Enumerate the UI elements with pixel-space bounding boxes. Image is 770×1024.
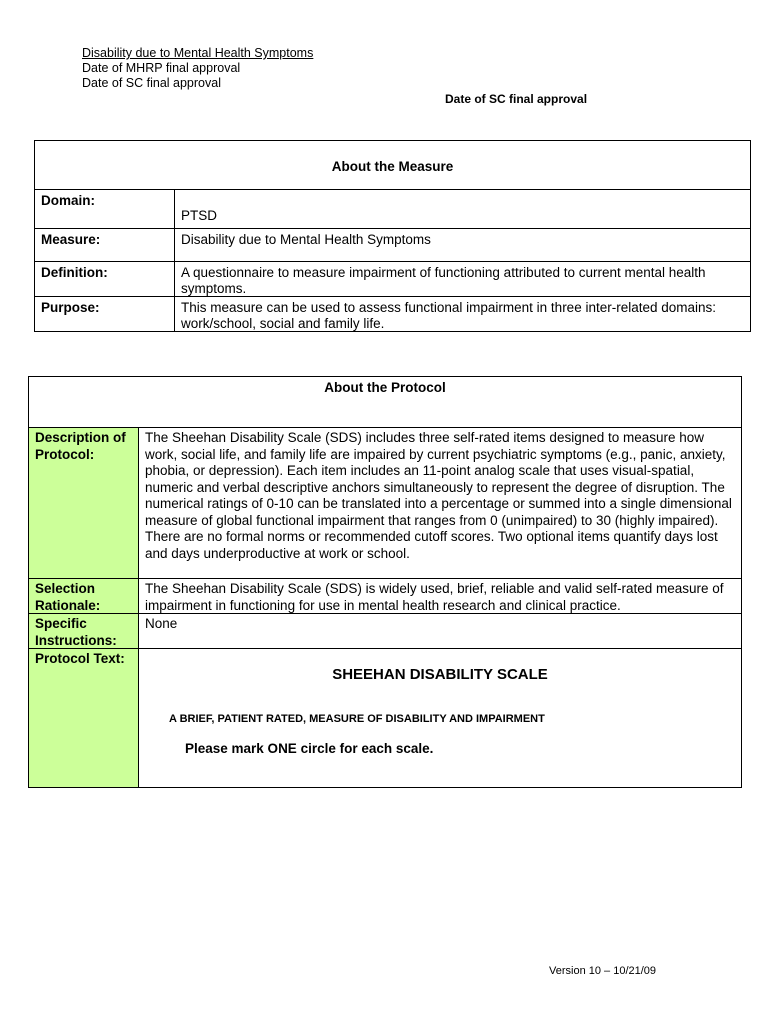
purpose-label: Purpose: <box>35 297 175 331</box>
header-sc-approval-bold: Date of SC final approval <box>445 92 588 106</box>
about-protocol-table <box>28 376 742 788</box>
sds-instruction: Please mark ONE circle for each scale. <box>185 741 434 756</box>
protocol-row-description <box>29 428 741 579</box>
about-protocol-header <box>29 377 741 428</box>
about-measure-table <box>34 140 751 332</box>
protocol-text-content <box>139 649 741 787</box>
measure-row-purpose <box>35 297 750 331</box>
measure-row-domain <box>35 190 750 229</box>
definition-label: Definition: <box>35 262 175 296</box>
rationale-label: Selection Rationale: <box>29 579 139 613</box>
rationale-value: The Sheehan Disability Scale (SDS) is widely used, brief, reliable and valid self-rated measure of impairment in functioning for use in mental health research and clinical practice. <box>145 581 724 613</box>
document-header <box>82 46 313 91</box>
sds-subtitle: A BRIEF, PATIENT RATED, MEASURE OF DISABILITY AND IMPAIRMENT <box>169 713 545 725</box>
protocol-text-label: Protocol Text: <box>29 649 139 787</box>
sds-title: SHEEHAN DISABILITY SCALE <box>332 666 548 683</box>
header-sc-approval: Date of SC final approval <box>82 76 221 90</box>
purpose-value: This measure can be used to assess functional impairment in three inter-related domains: work/school, social and family life. <box>181 300 717 331</box>
description-label: Description of Protocol: <box>29 428 139 578</box>
domain-value: PTSD <box>181 208 218 223</box>
domain-label: Domain: <box>35 190 175 228</box>
protocol-row-text <box>29 649 741 787</box>
about-measure-title: About the Measure <box>331 159 454 174</box>
instructions-value: None <box>145 616 178 631</box>
description-value: The Sheehan Disability Scale (SDS) includes three self-rated items designed to measure how work, social life, and family life are impaired by current psychiatric symptoms (e.g., panic, anxiety, phobia, or depression). Each item includes an 11-point analog scale that uses visual-spatial, numeric and verbal descriptive anchors simultaneously to represent the degree of disruption. The numerical ratings of 0-10 can be translated into a percentage or summed into a single dimensional measure of global functional impairment that ranges from 0 (unimpaired) to 30 (highly impaired). There are no formal norms or recommended cutoff scores. Two optional items quantify days lost and days underproductive at work or school. <box>145 430 732 561</box>
measure-row-definition <box>35 262 750 297</box>
about-protocol-title: About the Protocol <box>324 380 446 395</box>
measure-row-measure <box>35 229 750 262</box>
protocol-row-rationale <box>29 579 741 614</box>
about-measure-header <box>35 141 750 190</box>
measure-label: Measure: <box>35 229 175 261</box>
definition-value: A questionnaire to measure impairment of functioning attributed to current mental health symptoms. <box>181 265 706 296</box>
header-measure-name: Disability due to Mental Health Symptoms <box>82 46 314 60</box>
measure-value: Disability due to Mental Health Symptoms <box>181 232 431 247</box>
instructions-label: Specific Instructions: <box>29 614 139 648</box>
header-mhrp-approval: Date of MHRP final approval <box>82 61 241 75</box>
version-footer: Version 10 – 10/21/09 <box>549 965 657 977</box>
protocol-row-instructions <box>29 614 741 649</box>
